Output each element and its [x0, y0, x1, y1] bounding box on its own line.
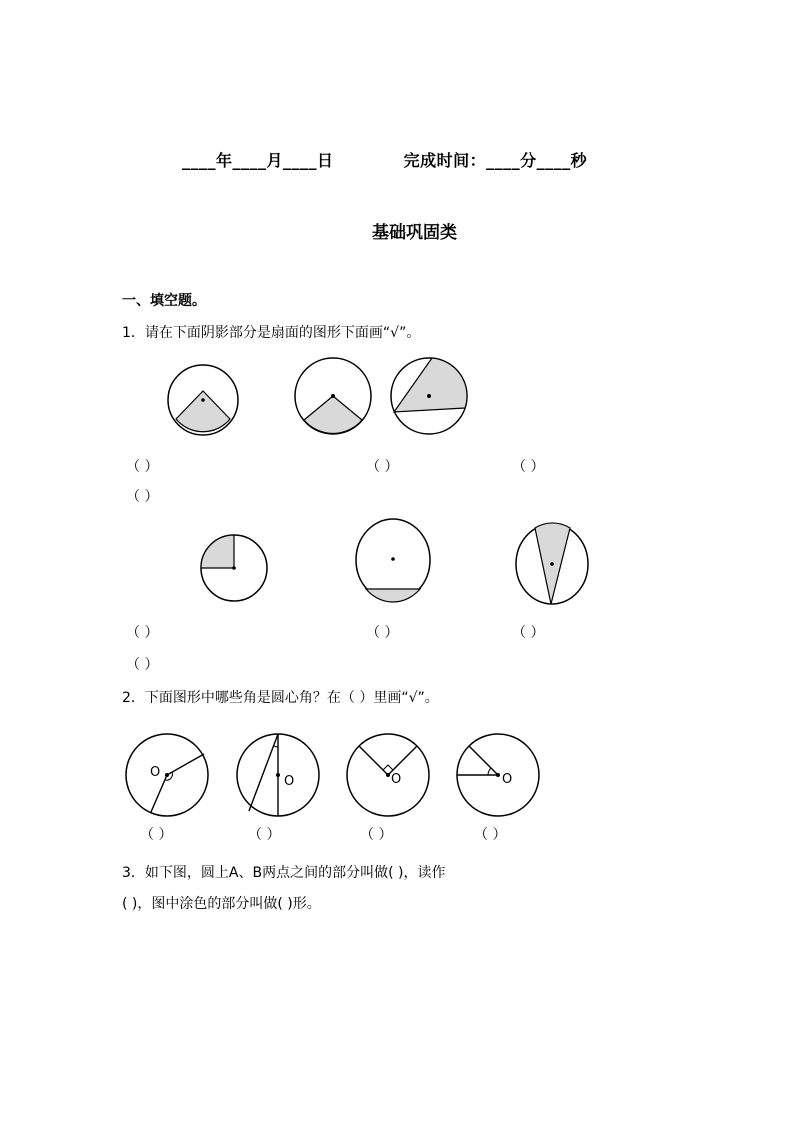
q1-figure-1	[166, 363, 242, 439]
center-label: O	[284, 774, 295, 789]
answer-blank[interactable]: （ ）	[512, 459, 545, 475]
q2-figure-2	[235, 732, 323, 820]
answer-blank[interactable]: （ ）	[474, 827, 507, 843]
q1-figure-5	[354, 517, 432, 603]
center-dot	[276, 773, 280, 777]
center-label: O	[502, 772, 513, 787]
answer-blank[interactable]: （ ）	[140, 827, 173, 843]
answer-blank[interactable]: （ ）	[126, 625, 159, 641]
center-dot	[165, 773, 169, 777]
q1-figure-4	[199, 532, 271, 604]
question-1-text: 1．请在下面阴影部分是扇面的图形下面画“√”。	[122, 325, 421, 341]
center-dot	[550, 562, 554, 566]
answer-blank[interactable]: （ ）	[248, 827, 281, 843]
center-dot	[496, 773, 500, 777]
answer-blank[interactable]: （ ）	[360, 827, 393, 843]
q2-figure-1	[124, 732, 212, 820]
q2-figure-4	[455, 732, 543, 820]
question-3-line-2: ( )，图中涂色的部分叫做( )形。	[122, 896, 321, 912]
center-dot	[427, 394, 431, 398]
completion-time-line: 完成时间：____分____秒	[403, 151, 588, 170]
center-label: O	[391, 772, 402, 787]
answer-blank[interactable]: （ ）	[126, 657, 159, 673]
answer-blank[interactable]: （ ）	[366, 625, 399, 641]
date-line	[182, 148, 587, 171]
center-dot	[331, 394, 335, 398]
center-dot	[232, 566, 236, 570]
q1-figure-6	[514, 522, 590, 606]
q1-figure-2	[293, 356, 373, 436]
center-label: O	[150, 765, 161, 780]
answer-blank[interactable]: （ ）	[126, 459, 159, 475]
question-2-text: 2．下面图形中哪些角是圆心角？在（ ）里画“√”。	[122, 690, 439, 706]
answer-blank[interactable]: （ ）	[126, 489, 159, 505]
answer-blank[interactable]: （ ）	[512, 625, 545, 641]
q1-figure-3	[389, 356, 469, 436]
shaded-quarter-sector	[201, 535, 234, 568]
section-heading-fill-in: 一、填空题。	[122, 293, 206, 309]
q2-figure-3	[345, 732, 433, 820]
shaded-segment	[366, 589, 420, 602]
page-title: 基础巩固类	[372, 223, 457, 243]
center-dot	[391, 557, 395, 561]
question-3-line-1: 3．如下图，圆上A、B两点之间的部分叫做( )，读作	[122, 865, 446, 881]
answer-blank[interactable]: （ ）	[366, 459, 399, 475]
center-dot	[201, 398, 205, 402]
date-fill-line: ____年____月____日	[182, 151, 334, 170]
center-dot	[386, 773, 390, 777]
